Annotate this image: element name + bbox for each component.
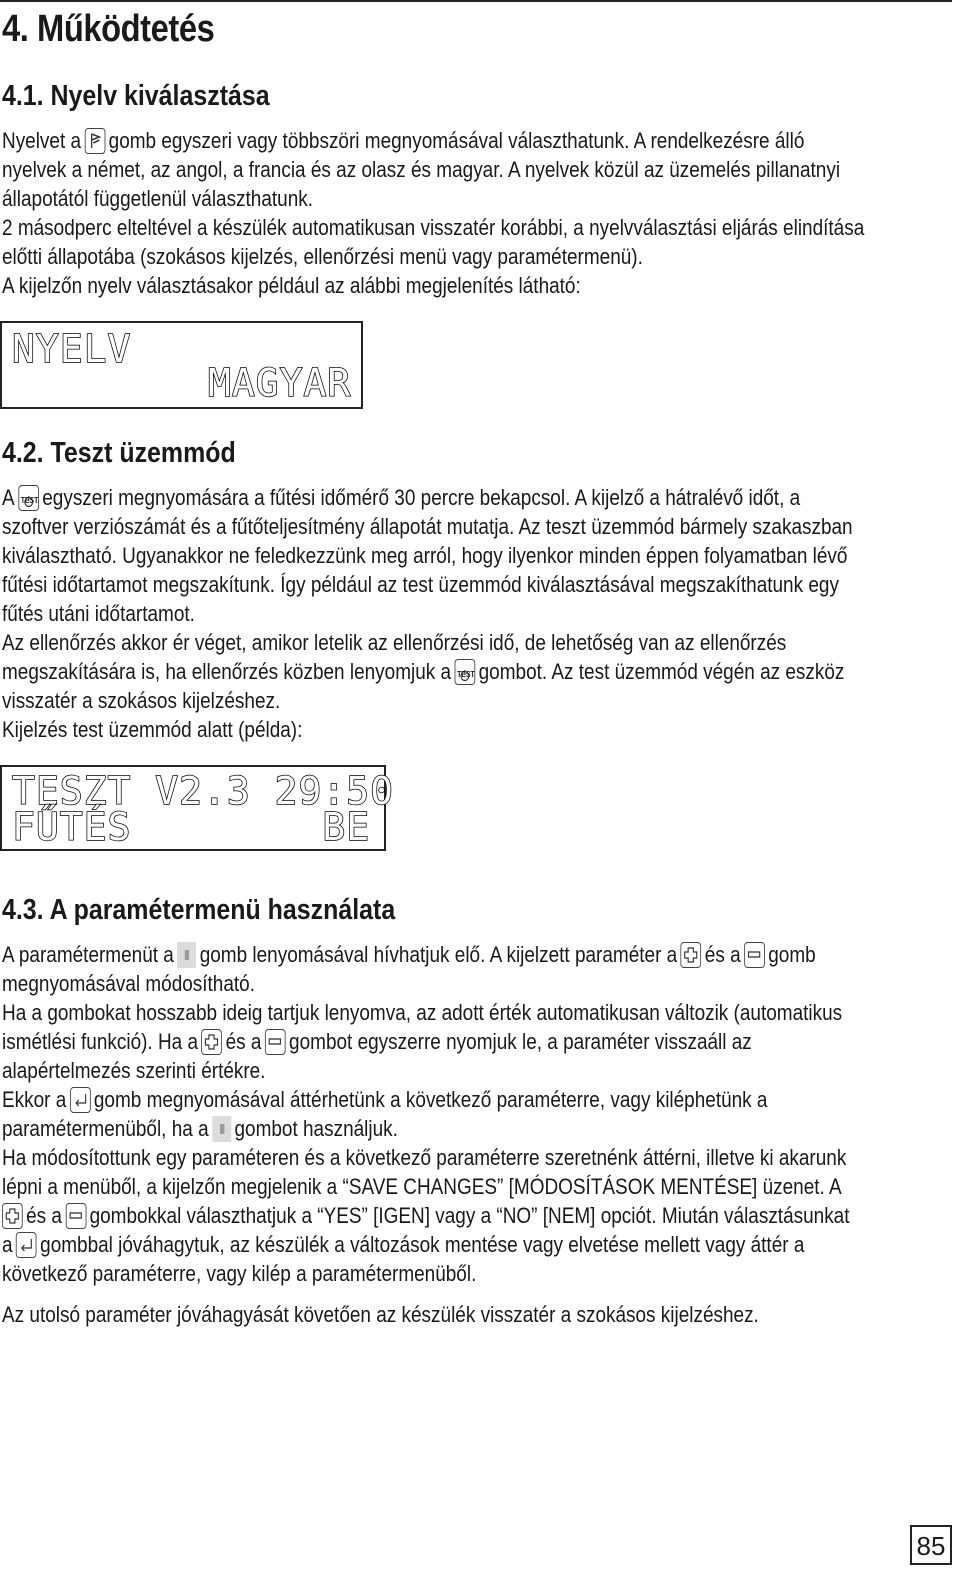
text: A [2,485,15,510]
display-line-1: NYELV [12,327,132,371]
paragraph-line: fűtés utáni időtartamot. [2,601,195,626]
chapter-title: 4. Működtetés [2,8,215,50]
paragraph-line [2,126,804,155]
text: megszakítására is, ha ellenőrzés közben lenyomjuk a [2,659,452,684]
minus-button-icon [744,942,765,968]
text: és a [26,1203,62,1228]
paragraph-line: nyelvek a német, az angol, a francia és az olasz és magyar. A nyelvek közül az üzemelés pillanatnyi [2,157,841,182]
paragraph-line [2,1230,804,1259]
top-rule [0,0,952,2]
enter-button-icon [70,1087,91,1113]
paragraph-line: alapértelmezés szerinti értékre. [2,1058,266,1083]
paragraph-line [2,657,844,686]
paragraph-line [2,483,800,512]
plus-button-icon [2,1203,23,1229]
language-display [0,321,363,409]
page-number: 85 [910,1525,952,1565]
menu-button-icon [212,1116,231,1142]
text: Ekkor a [2,1087,67,1112]
text: és a [225,1029,262,1054]
menu-button-icon [177,942,196,968]
paragraph-line [2,1201,849,1230]
text: gomb lenyomásával hívhatjuk elő. A kijelzett paraméter a [199,942,678,967]
plus-button-icon [681,942,702,968]
text: Nyelvet a [2,128,82,153]
paragraph-line: szoftver verziószámát és a fűtőteljesítmény állapotát mutatja. Az teszt üzemmód bármely szakaszban [2,514,853,539]
paragraph-line [2,1085,767,1114]
display-line-2: FŰTÉS BE [12,805,371,849]
paragraph-line: visszatér a szokásos kijelzéshez. [2,688,281,713]
paragraph-line [2,1027,752,1056]
paragraph-line [2,1114,398,1143]
test-button-icon [18,485,39,511]
text: egyszeri megnyomására a fűtési időmérő 30 percre bekapcsol. A kijelző a hátralévő időt, a [42,485,801,510]
text: a [2,1232,13,1257]
section-title-test-mode: 4.2. Teszt üzemmód [2,437,236,469]
paragraph-line: 2 másodperc elteltével a készülék automatikusan visszatér korábbi, a nyelvválasztási eljárás elindítása [2,215,865,240]
paragraph-line [2,940,816,969]
paragraph-line: Ha a gombokat hosszabb ideig tartjuk lenyomva, az adott érték automatikusan változik (automatikus [2,1000,843,1025]
paragraph-line: A kijelzőn nyelv választásakor például az alábbi megjelenítés látható: [2,273,581,298]
enter-button-icon [16,1232,37,1258]
paragraph-line: Az utolsó paraméter jóváhagyását követően az készülék visszatér a szokásos kijelzéshez. [2,1302,759,1327]
paragraph-line: kiválasztható. Ugyanakkor ne feledkezzünk meg arról, hogy ilyenkor minden éppen folyamatban lévő [2,543,848,568]
paragraph-line: Az ellenőrzés akkor ér véget, amikor letelik az ellenőrzési idő, de lehetőség van az ellenőrzés [2,630,787,655]
text: A paramétermenüt a [2,942,174,967]
test-label: TEST [457,670,475,679]
paragraph-line: előtti állapotába (szokásos kijelzés, ellenőrzési menü vagy paramétermenü). [2,244,643,269]
paragraph-line: Kijelzés test üzemmód alatt (példa): [2,717,303,742]
text: gombot. Az test üzemmód végén az eszköz [478,659,845,684]
plus-button-icon [201,1029,222,1055]
test-label: TEST [20,496,39,505]
text: gomb megnyomásával áttérhetünk a következő paraméterre, vagy kiléphetünk a [93,1087,768,1112]
display-line-2: MAGYAR [208,361,352,405]
text: és a [704,942,741,967]
paragraph-line: állapotától függetlenül választhatunk. [2,186,314,211]
paragraph-line: lépni a menüből, a kijelzőn megjelenik a “SAVE CHANGES” [MÓDOSÍTÁSOK MENTÉSE] üzenet. A [2,1174,842,1199]
test-button-icon [454,659,475,685]
paragraph-line: Ha módosítottunk egy paraméteren és a következő paraméterre szeretnénk áttérni, illetve ki akarunk [2,1145,847,1170]
test-mode-display [0,765,395,851]
minus-button-icon [65,1203,86,1229]
minus-button-icon [265,1029,286,1055]
text: gombbal jóváhagytuk, az készülék a változások mentése vagy elvetése mellett vagy áttér a [40,1232,805,1257]
text: gomb egyszeri vagy többszöri megnyomásával választhatunk. A rendelkezésre álló [108,128,805,153]
text: gombot használjuk. [234,1116,398,1141]
text: gombokkal választhatjuk a “YES” [IGEN] vagy a “NO” [NEM] opciót. Miután választásunkat [89,1203,850,1228]
text: ismétlési funkció). Ha a [2,1029,199,1054]
section-title-language: 4.1. Nyelv kiválasztása [2,80,270,112]
text: gombot egyszerre nyomjuk le, a paraméter visszaáll az [289,1029,752,1054]
text: gomb [768,942,816,967]
paragraph-line: megnyomásával módosítható. [2,971,255,996]
text: paramétermenüből, ha a [2,1116,209,1141]
paragraph-line: fűtési időtartamot megszakítunk. Így például az test üzemmód kiválasztásával megszakíthatunk egy [2,572,839,597]
paragraph-line: következő paraméterre, vagy kilép a paramétermenüből. [2,1261,477,1286]
section-title-parameter-menu: 4.3. A paramétermenü használata [2,894,396,926]
language-button-icon [85,128,106,154]
display-line-1: TESZT V2.3 29:50 [12,769,395,813]
